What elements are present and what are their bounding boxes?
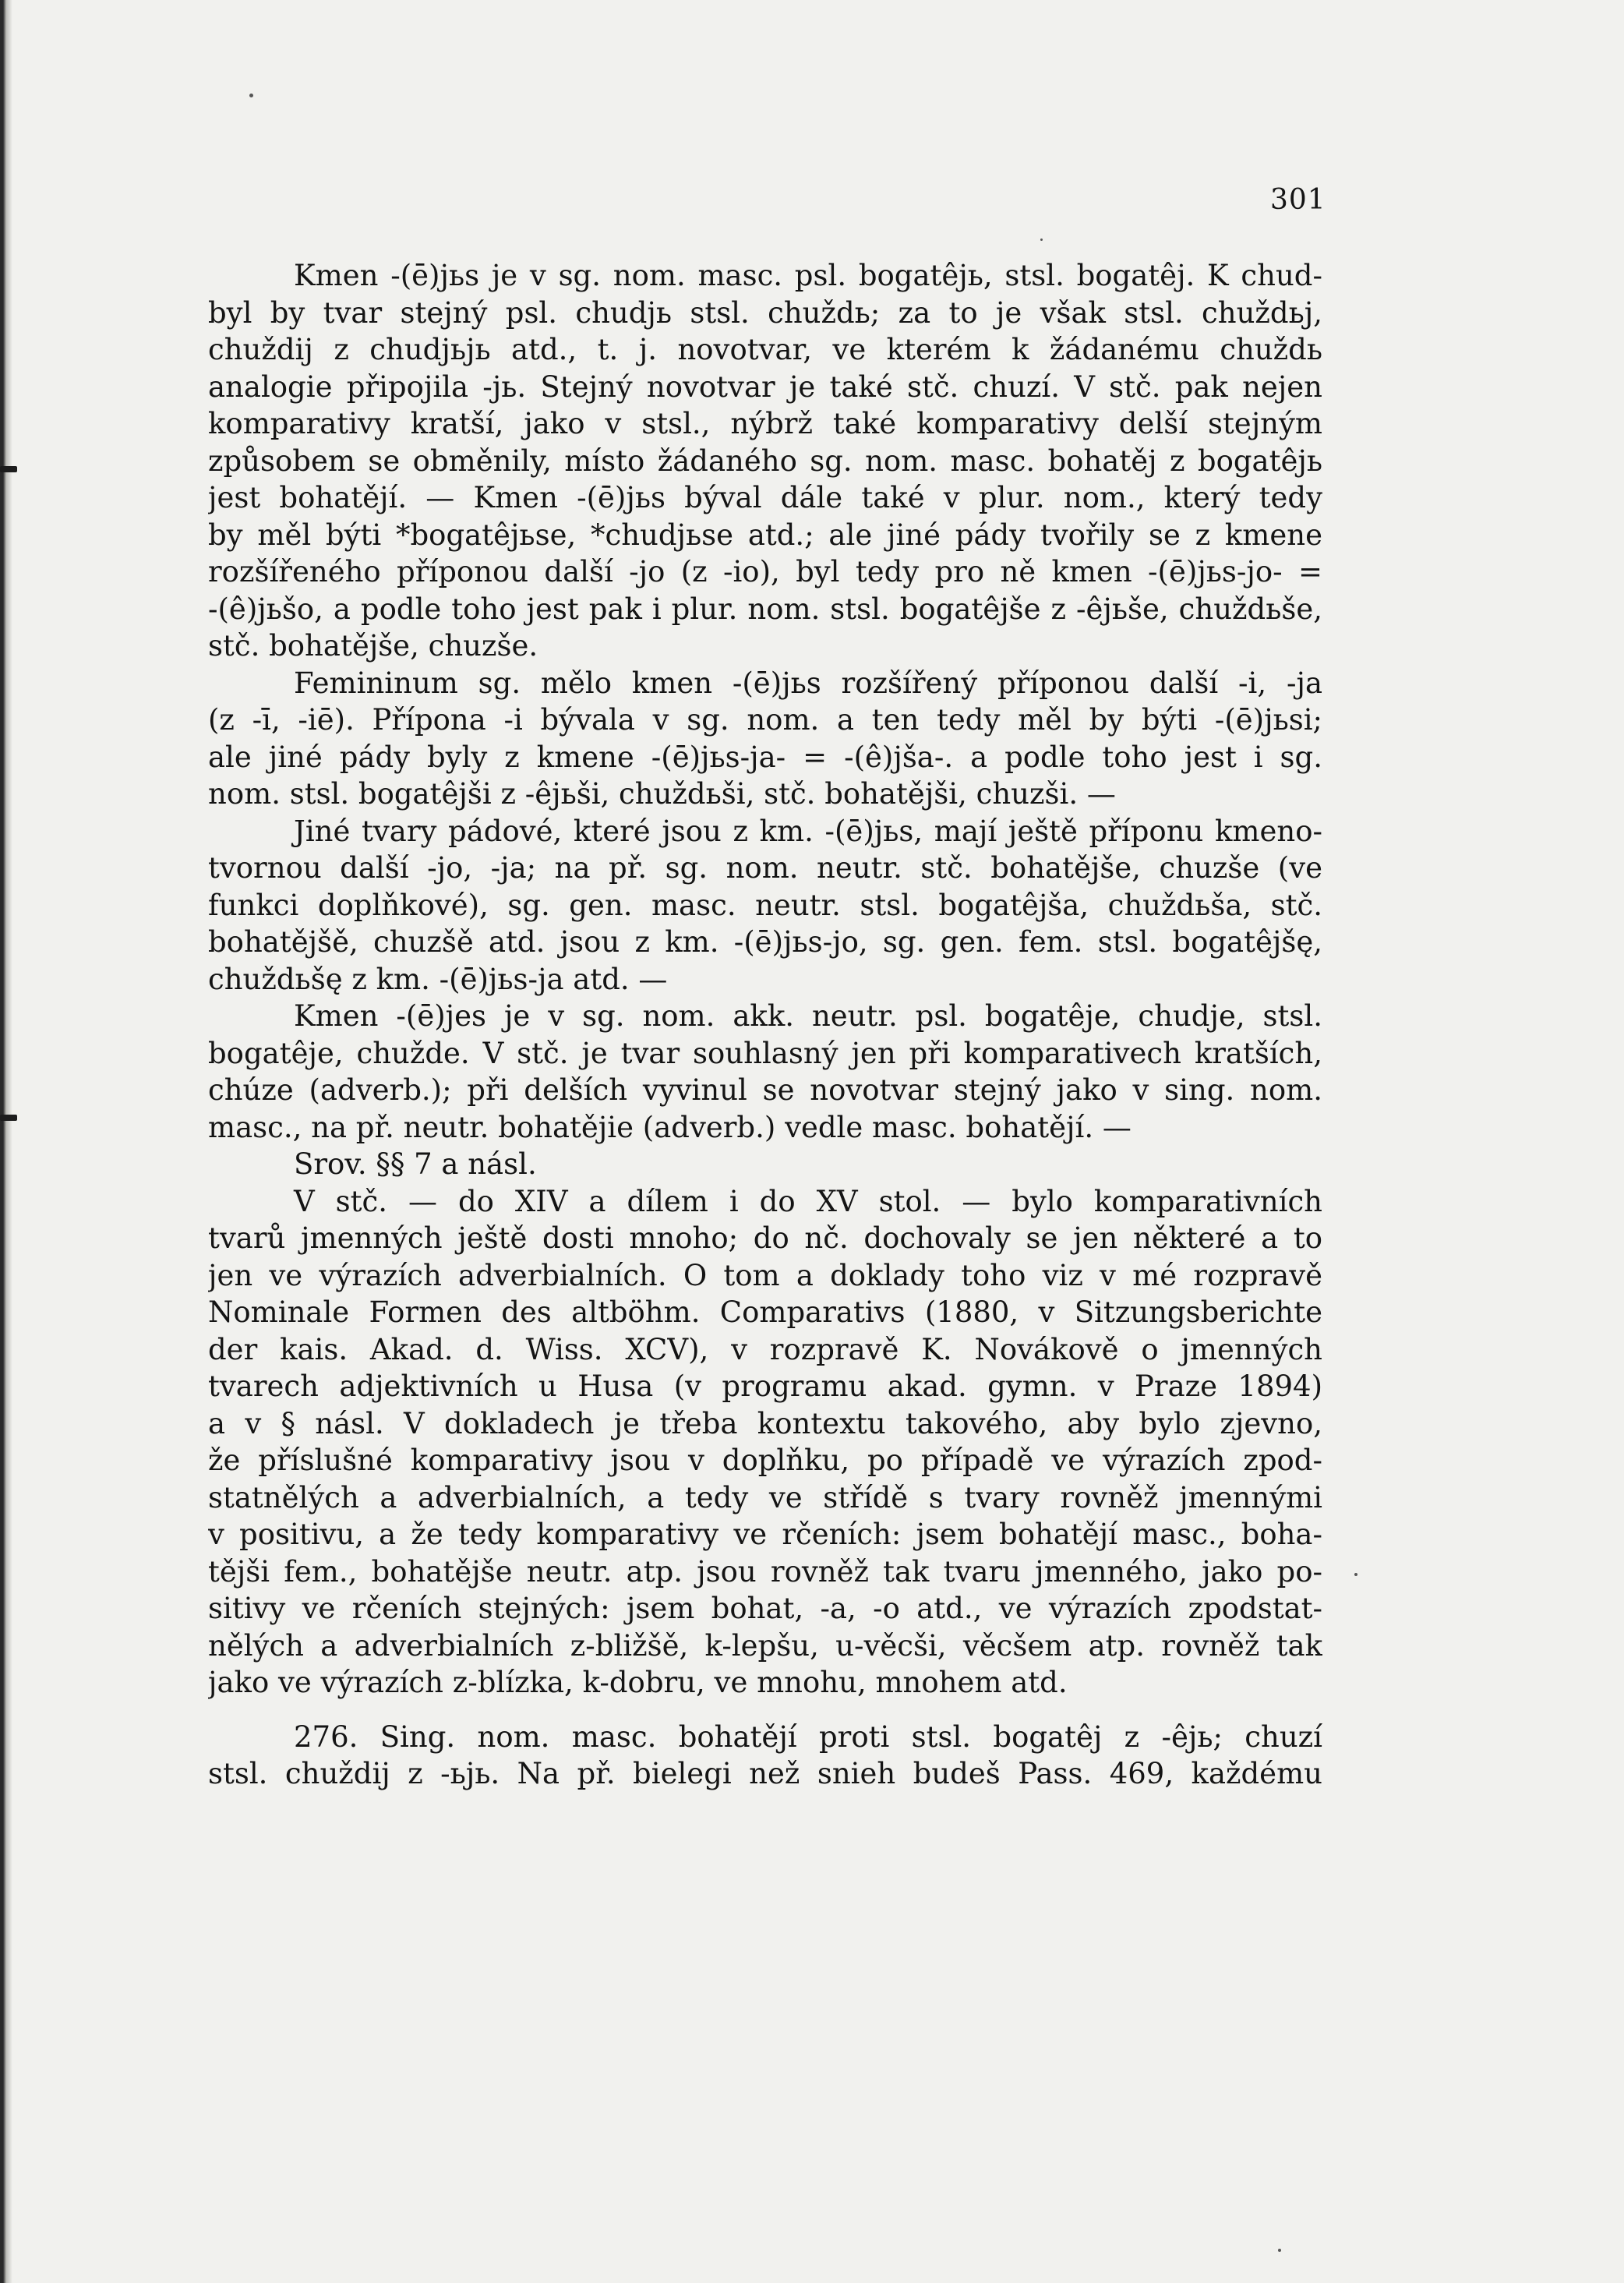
text-line: Femininum sg. mělo kmen -(ē)jьs rozšířený příponou další -i, -ja — [294, 666, 1322, 700]
page-number: 301 — [1270, 184, 1326, 216]
text-line: Jiné tvary pádové, které jsou z km. -(ē)jьs, mají ještě příponu kmeno- — [294, 814, 1322, 848]
text-line: chuždьšę z km. -(ē)jьs-ja atd. — — [208, 962, 668, 996]
text-line: v positivu, a že tedy komparativy ve rčeních: jsem bohatějí masc., boha- — [208, 1518, 1322, 1551]
scan-speck — [1278, 2249, 1281, 2252]
text-line: že příslušné komparativy jsou v doplňku, po případě ve výrazích zpod- — [208, 1444, 1322, 1477]
text-line: stč. bohatějše, chuzše. — [208, 629, 538, 663]
text-line: jen ve výrazích adverbialních. O tom a doklady toho viz v mé rozpravě — [208, 1258, 1322, 1292]
scan-speck — [1040, 239, 1043, 241]
text-line: masc., na př. neutr. bohatějie (adverb.) vedle masc. bohatějí. — — [208, 1110, 1132, 1144]
binding-mark — [0, 1115, 17, 1121]
section-gap — [208, 1702, 1322, 1719]
text-line: jako ve výrazích z-blízka, k-dobru, ve mnohu, mnohem atd. — [208, 1666, 1068, 1699]
scan-speck — [1354, 1573, 1357, 1576]
text-line: ale jiné pády byly z kmene -(ē)jьs-ja- = -(ê)jša-. a podle toho jest i sg. — [208, 740, 1322, 774]
text-line: tvornou další -jo, -ja; na př. sg. nom. neutr. stč. bohatějše, chuzše (ve — [208, 851, 1322, 885]
text-line: Srov. §§ 7 a násl. — [294, 1147, 537, 1181]
text-line: Kmen -(ē)jes je v sg. nom. akk. neutr. psl. bogatêje, chudje, stsl. — [294, 999, 1322, 1033]
text-line: Nominale Formen des altböhm. Comparativs (1880, v Sitzungsberichte — [208, 1295, 1322, 1329]
text-line: bogatêje, chužde. V stč. je tvar souhlasný jen při komparativech kratších, — [208, 1036, 1322, 1070]
text-line: bohatějšě, chuzšě atd. jsou z km. -(ē)jьs-jo, sg. gen. fem. stsl. bogatêjšę, — [208, 925, 1322, 959]
text-line: tvarech adjektivních u Husa (v programu akad. gymn. v Praze 1894) — [208, 1369, 1322, 1403]
text-line: jest bohatějí. — Kmen -(ē)jьs býval dále také v plur. nom., který tedy — [208, 481, 1322, 514]
text-line: chuždij z chudjьjь atd., t. j. novotvar, ve kterém k žádanému chuždь — [208, 333, 1322, 366]
text-line: byl by tvar stejný psl. chudjь stsl. chuždь; za to je však stsl. chuždьj, — [208, 295, 1322, 330]
text-line: analogie připojila -jь. Stejný novotvar je také stč. chuzí. V stč. pak nejen — [208, 369, 1322, 404]
text-line: a v § násl. V dokladech je třeba kontextu takového, aby bylo zjevno, — [208, 1406, 1322, 1440]
page-binding-edge — [0, 0, 12, 2283]
scan-speck — [249, 94, 253, 97]
text-line: nom. stsl. bogatêjši z -êjьši, chuždьši, stč. bohatějši, chuzši. — — [208, 777, 1116, 811]
text-line: (z -ī, -iē). Přípona -i bývala v sg. nom. a ten tedy měl by býti -(ē)jьsi; — [208, 703, 1322, 737]
text-line: V stč. — do XIV a dílem i do XV stol. — bylo komparativních — [294, 1184, 1322, 1218]
text-line: statnělých a adverbialních, a tedy ve střídě s tvary rovněž jmennými — [208, 1480, 1322, 1514]
text-line: tějši fem., bohatějše neutr. atp. jsou rovněž tak tvaru jmenného, jako po- — [208, 1554, 1322, 1589]
text-line: komparativy kratší, jako v stsl., nýbrž také komparativy delší stejným — [208, 407, 1322, 440]
text-line: -(ê)jьšo, a podle toho jest pak i plur. nom. stsl. bogatêjše z -êjьše, chuždьše, — [208, 592, 1322, 626]
text-line: Kmen -(ē)jьs je v sg. nom. masc. psl. bogatêjь, stsl. bogatêj. K chud- — [294, 259, 1322, 292]
text-line: rozšířeného příponou další -jo (z -io), byl tedy pro ně kmen -(ē)jьs-jo- = — [208, 555, 1322, 588]
text-line: stsl. chuždij z -ьjь. Na př. bielegi než snieh budeš Pass. 469, každému — [208, 1757, 1322, 1790]
binding-mark — [0, 466, 17, 472]
text-line: by měl býti *bogatêjьse, *chudjьse atd.; ale jiné pády tvořily se z kmene — [208, 518, 1322, 552]
section-276-line: 276. Sing. nom. masc. bohatějí proti stsl. bogatêj z -êjь; chuzí — [294, 1719, 1322, 1754]
text-line: der kais. Akad. d. Wiss. XCV), v rozpravě K. Novákově o jmenných — [208, 1332, 1322, 1366]
text-line: sitivy ve rčeních stejných: jsem bohat, -a, -o atd., ve výrazích zpodstat- — [208, 1592, 1322, 1625]
text-line: tvarů jmenných ještě dosti mnoho; do nč. dochovaly se jen některé a to — [208, 1221, 1322, 1255]
text-line: nělých a adverbialních z-bližšě, k-lepšu, u-věcši, věcšem atp. rovněž tak — [208, 1628, 1322, 1663]
body-text — [208, 257, 1322, 1793]
text-line: způsobem se obměnily, místo žádaného sg. nom. masc. bohatěj z bogatêjь — [208, 444, 1322, 478]
text-line: chúze (adverb.); při delších vyvinul se novotvar stejný jako v sing. nom. — [208, 1073, 1322, 1107]
text-line: funkci doplňkové), sg. gen. masc. neutr. stsl. bogatêjša, chuždьša, stč. — [208, 888, 1322, 922]
